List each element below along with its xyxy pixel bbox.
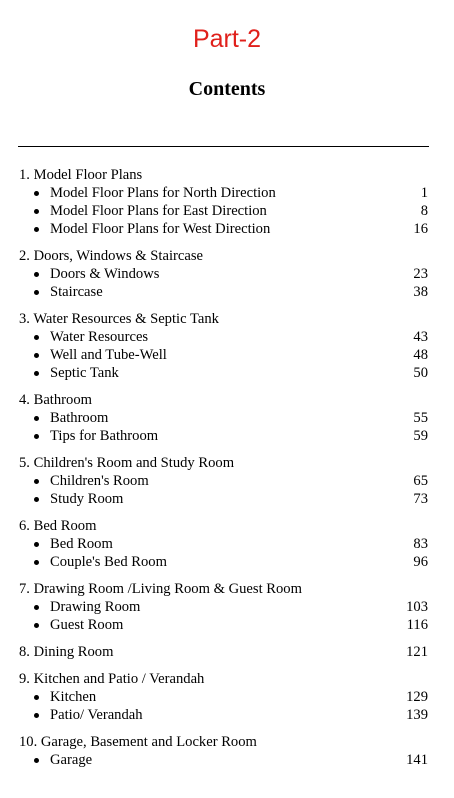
toc-page-number: 50 <box>413 365 428 381</box>
toc-entry-label: Model Floor Plans for West Direction <box>50 221 271 237</box>
toc-section <box>19 580 428 634</box>
toc-entry <box>19 598 428 616</box>
toc-entry-label: Couple's Bed Room <box>50 554 167 570</box>
toc-entry <box>19 346 428 364</box>
toc-section <box>19 670 428 724</box>
page-title: Contents <box>188 78 266 100</box>
toc-section-title: 10. Garage, Basement and Locker Room <box>19 734 257 750</box>
toc-entry-label: Septic Tank <box>50 365 119 381</box>
toc-page-number: 16 <box>413 221 428 237</box>
toc-entry <box>19 472 428 490</box>
bullet-icon <box>34 695 50 700</box>
toc-entry <box>19 535 428 553</box>
toc-entry <box>19 283 428 301</box>
toc-page-number: 65 <box>413 473 428 489</box>
toc-page-number: 8 <box>420 203 428 219</box>
bullet-icon <box>34 434 50 439</box>
bullet-icon <box>34 713 50 718</box>
toc-entry <box>19 220 428 238</box>
toc-section <box>19 391 428 445</box>
toc-entry <box>19 490 428 508</box>
toc-entry-label: Patio/ Verandah <box>50 707 143 723</box>
toc-entry-label: Guest Room <box>50 617 124 633</box>
toc-section <box>19 643 428 661</box>
toc-page-number: 43 <box>413 329 428 345</box>
toc-entry-label: Bed Room <box>50 536 113 552</box>
toc-section-title-label: 8. Dining Room <box>19 644 114 660</box>
toc-page-number: 23 <box>413 266 428 282</box>
toc-entry-label: Doors & Windows <box>50 266 160 282</box>
toc-entry <box>19 364 428 382</box>
bullet-icon <box>34 542 50 547</box>
bullet-icon <box>34 605 50 610</box>
bullet-icon <box>34 497 50 502</box>
bullet-icon <box>34 416 50 421</box>
bullet-icon <box>34 191 50 196</box>
bullet-icon <box>34 623 50 628</box>
bullet-icon <box>34 560 50 565</box>
table-of-contents <box>19 166 428 778</box>
bullet-icon <box>34 209 50 214</box>
bullet-icon <box>34 371 50 376</box>
toc-section-title: 6. Bed Room <box>19 518 97 534</box>
toc-section-title: 1. Model Floor Plans <box>19 167 143 183</box>
bullet-icon <box>34 290 50 295</box>
bullet-icon <box>34 335 50 340</box>
toc-entry-label: Bathroom <box>50 410 109 426</box>
toc-page-number: 73 <box>413 491 428 507</box>
toc-entry <box>19 265 428 283</box>
toc-section-title: 2. Doors, Windows & Staircase <box>19 248 203 264</box>
toc-page-number: 103 <box>406 599 428 615</box>
toc-page-number: 96 <box>413 554 428 570</box>
toc-section <box>19 310 428 382</box>
bullet-icon <box>34 353 50 358</box>
toc-entry <box>19 184 428 202</box>
bullet-icon <box>34 227 50 232</box>
toc-entry <box>19 616 428 634</box>
toc-section-title: 5. Children's Room and Study Room <box>19 455 235 471</box>
toc-entry <box>19 202 428 220</box>
header-divider <box>18 146 429 147</box>
toc-entry-label: Water Resources <box>50 329 149 345</box>
toc-entry <box>19 706 428 724</box>
toc-entry <box>19 409 428 427</box>
toc-entry <box>19 328 428 346</box>
toc-entry-label: Garage <box>50 752 93 768</box>
toc-section <box>19 166 428 238</box>
toc-page-number: 38 <box>413 284 428 300</box>
toc-page-number: 83 <box>413 536 428 552</box>
toc-page-number: 141 <box>406 752 428 768</box>
toc-page-number: 48 <box>413 347 428 363</box>
toc-section <box>19 247 428 301</box>
toc-section-title: 9. Kitchen and Patio / Verandah <box>19 671 205 687</box>
toc-entry-label: Model Floor Plans for East Direction <box>50 203 267 219</box>
toc-entry-label: Drawing Room <box>50 599 141 615</box>
toc-page-number: 121 <box>406 644 428 660</box>
toc-entry <box>19 688 428 706</box>
part-label: Part-2 <box>192 25 262 53</box>
toc-section-title: 4. Bathroom <box>19 392 92 408</box>
toc-page-number: 129 <box>406 689 428 705</box>
bullet-icon <box>34 479 50 484</box>
toc-page-number: 116 <box>406 617 428 633</box>
toc-section <box>19 454 428 508</box>
bullet-icon <box>34 272 50 277</box>
toc-entry-label: Children's Room <box>50 473 149 489</box>
toc-page-number: 139 <box>406 707 428 723</box>
toc-entry <box>19 553 428 571</box>
toc-entry-label: Tips for Bathroom <box>50 428 159 444</box>
toc-entry-label: Kitchen <box>50 689 97 705</box>
toc-entry-label: Well and Tube-Well <box>50 347 167 363</box>
toc-page-number: 55 <box>413 410 428 426</box>
toc-page-number: 1 <box>420 185 428 201</box>
toc-section <box>19 517 428 571</box>
toc-entry <box>19 427 428 445</box>
toc-section-title <box>19 643 428 661</box>
toc-entry <box>19 751 428 769</box>
toc-entry-label: Model Floor Plans for North Direction <box>50 185 276 201</box>
bullet-icon <box>34 758 50 763</box>
toc-entry-label: Study Room <box>50 491 124 507</box>
toc-page-number: 59 <box>413 428 428 444</box>
toc-section-title: 3. Water Resources & Septic Tank <box>19 311 219 327</box>
toc-section-title: 7. Drawing Room /Living Room & Guest Room <box>19 581 302 597</box>
toc-entry-label: Staircase <box>50 284 103 300</box>
toc-section <box>19 733 428 769</box>
